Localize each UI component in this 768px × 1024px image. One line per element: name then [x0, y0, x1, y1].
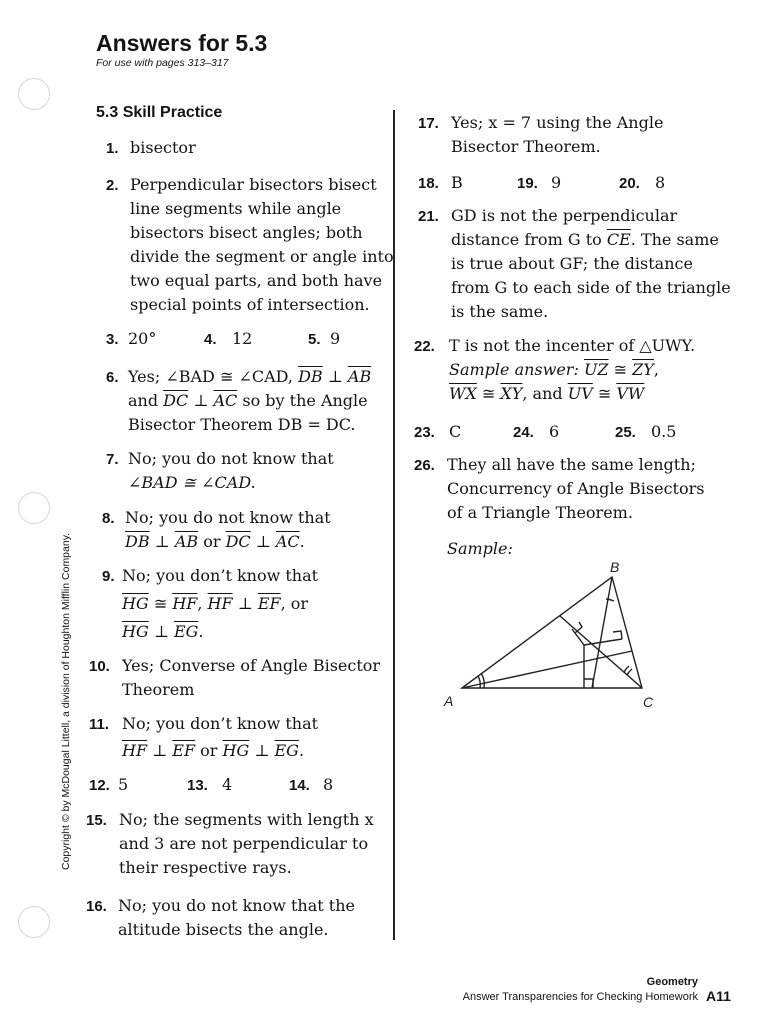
section-heading: 5.3 Skill Practice [96, 104, 223, 121]
vertex-label-b: B [610, 559, 620, 575]
answer-text: Yes; ∠BAD ≅ ∠CAD, [128, 367, 299, 386]
sample-label: Sample: [447, 539, 513, 558]
answer-line: Yes; Converse of Angle Bisector [122, 656, 381, 675]
answer-14: 8 [323, 775, 334, 794]
answer-number: 9. [102, 568, 115, 585]
perp-symbol: ⊥ [249, 741, 275, 760]
answer-text: . [299, 532, 305, 551]
segment: $\overline{UZ}$ [583, 360, 609, 379]
answer-line: Bisector Theorem DB = DC. [128, 415, 356, 434]
angle-mark-a [481, 673, 484, 688]
answer-22 [449, 334, 695, 406]
answer-number: 19. [517, 175, 538, 192]
ray: $\overline{HF}$ [172, 594, 198, 613]
answer-21 [451, 204, 731, 324]
answer-line: No; you don’t know that [122, 714, 319, 733]
perp-symbol: ⊥ [188, 391, 214, 410]
segment: $\overline{UV}$ [567, 384, 593, 403]
answer-line: No; the segments with length x [119, 810, 374, 829]
answer-text: or [195, 741, 223, 760]
segment: $\overline{DB}$ [125, 532, 150, 551]
answer-26 [447, 453, 704, 561]
answer-line: GD is not the perpendicular [451, 206, 678, 225]
answer-25: 0.5 [651, 422, 677, 441]
answer-text: . [198, 622, 204, 641]
answer-line: from G to each side of the triangle [451, 278, 731, 297]
answer-text: , [653, 360, 659, 379]
answer-number: 11. [89, 716, 110, 733]
angle-mark-c [627, 669, 632, 675]
congruent-symbol: ≅ [592, 384, 617, 403]
answer-text: , and [522, 384, 568, 403]
answer-text: . [298, 741, 305, 760]
answer-line: They all have the same length; [447, 455, 696, 474]
segment: $\overline{WX}$ [449, 384, 477, 403]
segment: $\overline{DC}$ [225, 532, 251, 551]
segment: $\overline{AB}$ [347, 367, 372, 386]
answer-line [128, 389, 371, 413]
answer-5: 9 [330, 329, 341, 348]
answer-line: ∠BAD ≅ ∠CAD. [128, 473, 256, 492]
segment: $\overline{HF}$ [207, 594, 233, 613]
answer-line [122, 592, 318, 620]
page-title: Answers for 5.3 [96, 30, 268, 56]
answer-number: 18. [418, 175, 439, 192]
answer-7 [128, 447, 334, 495]
ray: $\overline{EG}$ [173, 622, 199, 641]
perp-symbol: ⊥ [149, 532, 175, 551]
answer-number: 10. [89, 658, 110, 675]
segment: $\overline{DC}$ [163, 391, 189, 410]
answer-line [128, 365, 371, 389]
footer-subject: Geometry [646, 976, 698, 988]
answer-line: is the same. [451, 302, 549, 321]
answer-8 [125, 506, 331, 554]
answer-12: 5 [118, 775, 129, 794]
segment: $\overline{ZY}$ [632, 360, 654, 379]
answer-text: . The same [630, 230, 719, 249]
answer-15 [119, 808, 374, 880]
answer-line: No; you don’t know that [122, 566, 319, 585]
answer-20: 8 [655, 173, 666, 192]
answer-line: Concurrency of Angle Bisectors [447, 479, 705, 498]
answer-number: 4. [204, 331, 217, 348]
vertex-label-c: C [643, 694, 654, 710]
answer-text: or [198, 532, 226, 551]
answer-line: Perpendicular bisectors bisect [130, 175, 377, 194]
answer-6 [128, 365, 371, 437]
answer-number: 25. [615, 424, 636, 441]
answer-number: 21. [418, 208, 439, 225]
binder-hole [18, 492, 50, 524]
answer-line: their respective rays. [119, 858, 292, 877]
perp-symbol: ⊥ [147, 741, 173, 760]
answer-text: , [197, 594, 208, 613]
answer-number: 20. [619, 175, 640, 192]
triangle-figure [440, 555, 680, 715]
perp-symbol: ⊥ [232, 594, 258, 613]
answer-16 [118, 894, 355, 942]
segment: $\overline{DB}$ [298, 367, 323, 386]
answer-text: Sample answer: [449, 360, 584, 379]
segment: $\overline{HG}$ [122, 594, 149, 613]
perp-symbol: ⊥ [322, 367, 348, 386]
answer-line: line segments while angle [130, 199, 342, 218]
answer-line [125, 530, 331, 554]
segment: $\overline{XY}$ [500, 384, 523, 403]
answer-number: 17. [418, 115, 439, 132]
answer-line: No; you do not know that [125, 508, 331, 527]
answer-number: 12. [89, 777, 110, 794]
answer-19: 9 [551, 173, 562, 192]
answer-line: No; you do not know that the [118, 896, 355, 915]
answer-9 [122, 564, 318, 648]
perp-symbol: ⊥ [250, 532, 276, 551]
answer-number: 16. [86, 898, 107, 915]
congruent-symbol: ≅ [476, 384, 501, 403]
answer-number: 1. [106, 140, 119, 157]
ray: $\overline{EF}$ [257, 594, 281, 613]
answer-line: two equal parts, and both have [130, 271, 383, 290]
congruent-symbol: ≅ [608, 360, 633, 379]
answer-number: 2. [106, 177, 119, 194]
answer-18: B [451, 173, 463, 192]
binder-hole [18, 906, 50, 938]
ray: $\overline{EF}$ [172, 741, 196, 760]
answer-line: altitude bisects the angle. [118, 920, 329, 939]
page-subtitle: For use with pages 313–317 [96, 57, 229, 69]
copyright-notice: Copyright © by McDougal Littell, a division of Houghton Mifflin Company. [60, 532, 72, 870]
bisector-from-b [592, 577, 612, 688]
answer-line: No; you do not know that [128, 449, 334, 468]
answer-24: 6 [549, 422, 560, 441]
answer-13: 4 [222, 775, 233, 794]
answer-line: Bisector Theorem. [451, 137, 601, 156]
answer-number: 6. [106, 369, 119, 386]
answer-number: 5. [308, 331, 321, 348]
answer-number: 22. [414, 338, 435, 355]
angle-mark-c [624, 666, 629, 672]
angle-mark-a [478, 676, 480, 688]
answer-2 [130, 173, 394, 317]
answer-line: and 3 are not perpendicular to [119, 834, 369, 853]
segment: $\overline{AB}$ [174, 532, 199, 551]
answer-line: bisector [130, 138, 196, 157]
answer-number: 15. [86, 812, 107, 829]
answer-number: 7. [106, 451, 119, 468]
answer-10 [122, 654, 380, 702]
segment: $\overline{AC}$ [275, 532, 300, 551]
answer-line [449, 358, 695, 382]
answer-number: 23. [414, 424, 435, 441]
answer-line: special points of intersection. [130, 295, 370, 314]
segment: $\overline{CE}$ [606, 230, 631, 249]
answer-11 [122, 712, 318, 763]
answer-line: Yes; x = 7 using the Angle [451, 113, 664, 132]
segment: $\overline{HG}$ [222, 741, 250, 760]
answer-line: of a Triangle Theorem. [447, 503, 633, 522]
answer-line: bisectors bisect angles; both [130, 223, 363, 242]
answer-number: 26. [414, 457, 435, 474]
answer-line: T is not the incenter of △UWY. [449, 336, 696, 355]
answer-number: 14. [289, 777, 310, 794]
page-number: A11 [706, 988, 731, 1004]
answer-17 [451, 111, 663, 159]
answer-number: 3. [106, 331, 119, 348]
answer-number: 8. [102, 510, 115, 527]
perp-symbol: ⊥ [148, 622, 174, 641]
answer-line [451, 228, 731, 252]
answer-text: and [128, 391, 164, 410]
answer-23: C [449, 422, 462, 441]
answer-1 [130, 136, 196, 160]
answer-line [122, 620, 318, 648]
answer-number: 24. [513, 424, 534, 441]
footer-title: Answer Transparencies for Checking Homework [462, 991, 698, 1003]
binder-hole [18, 78, 50, 110]
segment: $\overline{VW}$ [616, 384, 645, 403]
answer-line: divide the segment or angle into [130, 247, 394, 266]
ray: $\overline{EG}$ [274, 741, 299, 760]
answer-4: 12 [232, 329, 253, 348]
answer-text: so by the Angle [237, 391, 368, 410]
segment: $\overline{HF}$ [122, 741, 148, 760]
answer-line [449, 382, 695, 406]
answer-line: Theorem [122, 680, 195, 699]
segment: $\overline{HG}$ [122, 622, 149, 641]
answer-text: , or [280, 594, 309, 613]
congruent-symbol: ≅ [148, 594, 173, 613]
answer-text: distance from G to [451, 230, 607, 249]
answer-line: is true about GF; the distance [451, 254, 693, 273]
vertex-label-a: A [444, 693, 454, 709]
answer-line [122, 739, 318, 763]
triangle-abc [462, 577, 642, 688]
answer-number: 13. [187, 777, 208, 794]
answer-3: 20° [128, 329, 157, 348]
right-angle-mark [613, 631, 622, 639]
segment: $\overline{AC}$ [213, 391, 238, 410]
